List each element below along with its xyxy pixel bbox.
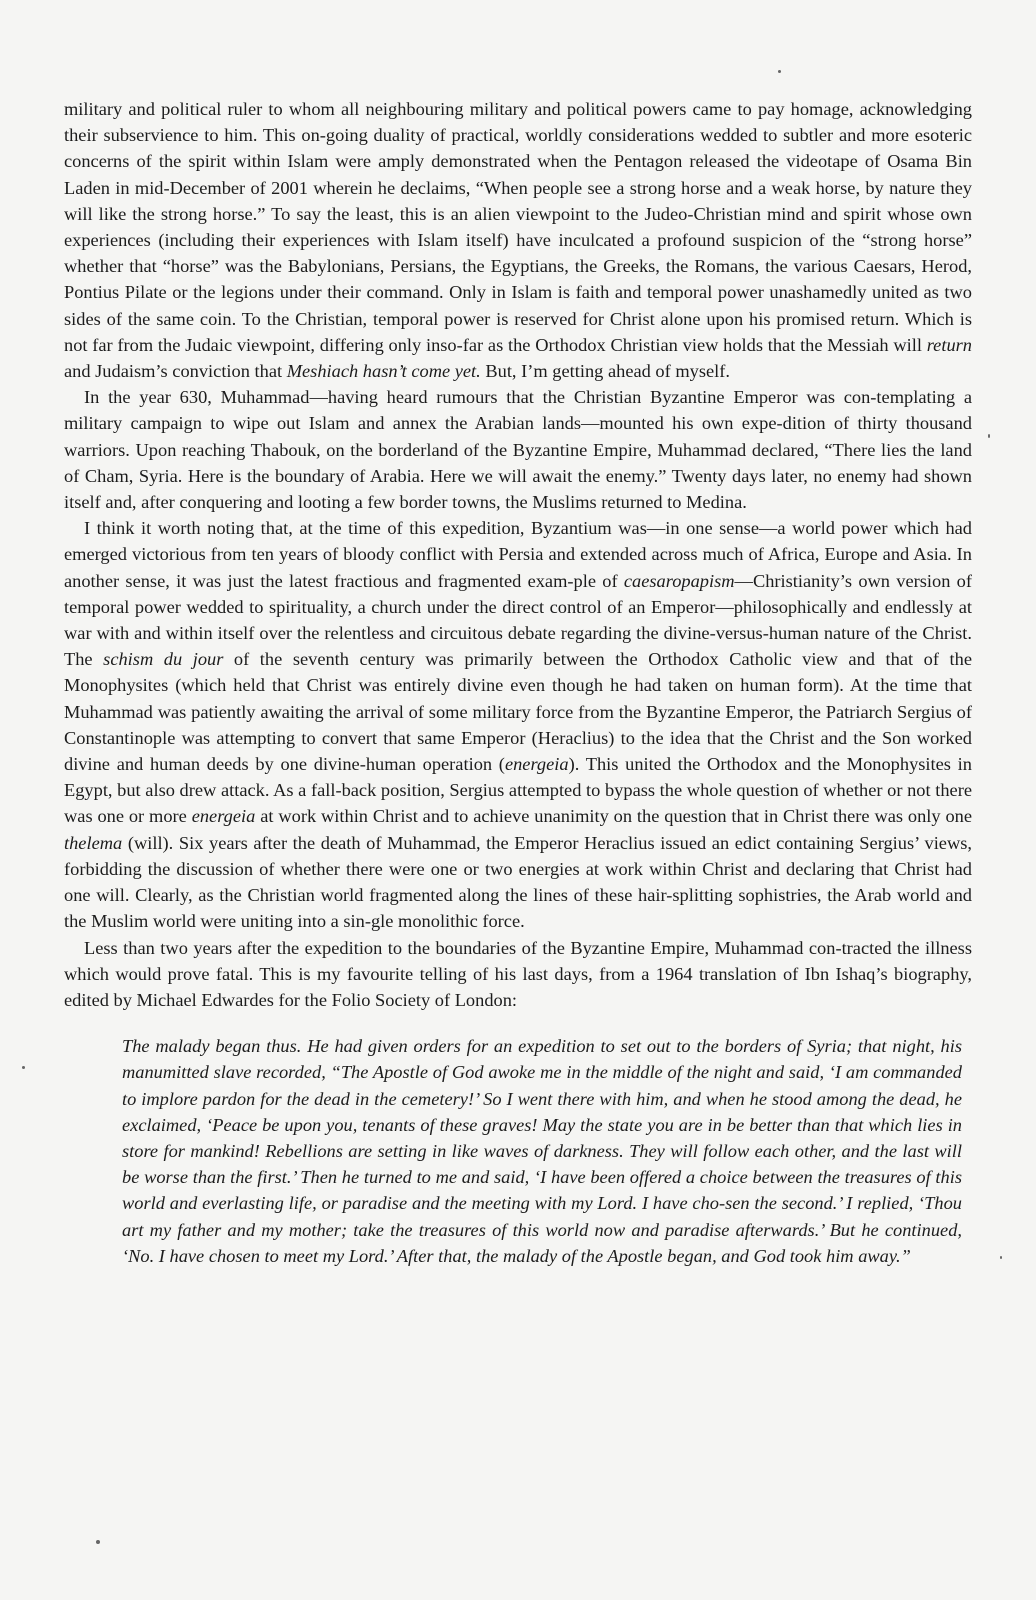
text-run: Less than two years after the expedition to the boundaries of the Byzantine Empire, Muhammad con-tracted the illness which would prove fatal. This is my favourite telling of his last days, from a 1964 translation of Ibn Ishaq’s biography, edited by Michael Edwardes for the Folio Society of London: — [64, 937, 972, 1010]
text-run: I think it worth noting that, at the time of this expedition, Byzantium was—in one sense—a world power which had emerged victorious from ten years of bloody conflict with Persia and extended across much of Africa, Europe and Asia. In another sense, it was just the latest fractious and fragmented exam-ple of — [64, 518, 972, 591]
italic-term: schism du jour — [103, 649, 224, 670]
scan-speck — [778, 70, 781, 73]
scan-speck — [988, 434, 990, 438]
italic-term: thelema — [64, 832, 123, 853]
italic-term: energeia — [504, 754, 569, 775]
paragraph-1 — [64, 96, 972, 384]
text-run: at work within Christ and to achieve unanimity on the question that in Christ there was only one — [255, 806, 972, 827]
italic-term: Meshiach hasn’t come yet. — [286, 361, 481, 382]
text-run: In the year 630, Muhammad—having heard rumours that the Christian Byzantine Emperor was con-templating a military campaign to wipe out Islam and annex the Arabian lands—mounted his own expe-dition of thirty thousand warriors. Upon reaching Thabouk, on the borderland of the Byzantine Empire, Muhammad declared, “There lies the land of Cham, Syria. Here is the boundary of Arabia. Here we will await the enemy.” Twenty days later, no enemy had shown itself and, after conquering and looting a few border towns, the Muslims returned to Medina. — [64, 387, 972, 513]
paragraph-3 — [64, 515, 972, 934]
scan-speck — [22, 1066, 25, 1069]
scan-speck — [96, 1540, 100, 1544]
text-run: of the seventh century was primarily between the Orthodox Catholic view and that of the Monophysites (which held that Christ was entirely divine even though he had taken on human form). At the time that Muhammad was patiently awaiting the arrival of some military force from the Byzantine Emperor, the Patriarch Sergius of Constantinople was attempting to convert that same Emperor (Heraclius) to the idea that the Christ and the Son worked divine and human deeds by one divine-human operation ( — [64, 649, 972, 775]
paragraph-4 — [64, 935, 972, 1014]
text-run: But, I’m getting ahead of myself. — [480, 361, 730, 382]
scan-speck — [1000, 1256, 1002, 1259]
italic-term: energeia — [191, 806, 256, 827]
italic-term: caesaropapism — [623, 570, 735, 591]
text-run: ). This united the Orthodox and the Monophysites in Egypt, but also drew attack. As a fall-back position, Sergius attempted to bypass the whole question of whether or not there was one or more — [64, 754, 972, 827]
italic-term: return — [926, 334, 972, 355]
paragraph-2 — [64, 384, 972, 515]
block-quote: The malady began thus. He had given orders for an expedition to set out to the borders of Syria; that night, his manumitted slave recorded, “The Apostle of God awoke me in the middle of the night and said, ‘I am commanded to implore pardon for the dead in the cemetery!’ So I went there with him, and when he stood among the dead, he exclaimed, ‘Peace be upon you, tenants of these graves! May the state you are in be better than that which lies in store for mankind! Rebellions are setting in like waves of darkness. They will follow each other, and the last will be worse than the first.’ Then he turned to me and said, ‘I have been offered a choice between the treasures of this world and everlasting life, or paradise and the meeting with my Lord. I have cho-sen the second.’ I replied, ‘Thou art my father and my mother; take the treasures of this world now and paradise afterwards.’ But he continued, ‘No. I have chosen to meet my Lord.’ After that, the malady of the Apostle began, and God took him away.” — [122, 1036, 962, 1266]
text-run: (will). Six years after the death of Muhammad, the Emperor Heraclius issued an edict containing Sergius’ views, forbidding the discussion of whether there were one or two energies at work within Christ and declaring that Christ had one will. Clearly, as the Christian world fragmented along the lines of these hair-splitting sophistries, the Arab world and the Muslim world were uniting into a sin-gle monolithic force. — [64, 832, 972, 932]
text-run: —Christianity’s own version of temporal power wedded to spirituality, a church under the direct control of an Emperor—philosophically and endlessly at war with and within itself over the relentless and circuitous debate regarding the divine-versus-human nature of the Christ. The — [64, 570, 972, 670]
text-run: and Judaism’s conviction that — [64, 361, 287, 382]
text-run: military and political ruler to whom all neighbouring military and political powers came to pay homage, acknowledging their subservience to him. This on-going duality of practical, worldly considerations wedded to subtler and more esoteric concerns of the spirit within Islam were amply demonstrated when the Pentagon released the videotape of Osama Bin Laden in mid-December of 2001 wherein he declaims, “When people see a strong horse and a weak horse, by nature they will like the strong horse.” To say the least, this is an alien viewpoint to the Judeo-Christian mind and spirit whose own experiences (including their experiences with Islam itself) have inculcated a profound suspicion of the “strong horse” whether that “horse” was the Babylonians, Persians, the Egyptians, the Greeks, the Romans, the various Caesars, Herod, Pontius Pilate or the legions under their command. Only in Islam is faith and temporal power unashamedly united as two sides of the same coin. To the Christian, temporal power is reserved for Christ alone upon his promised return. Which is not far from the Judaic viewpoint, differing only inso-far as the Orthodox Christian view holds that the Messiah will — [64, 99, 972, 355]
body-text — [64, 96, 972, 1013]
